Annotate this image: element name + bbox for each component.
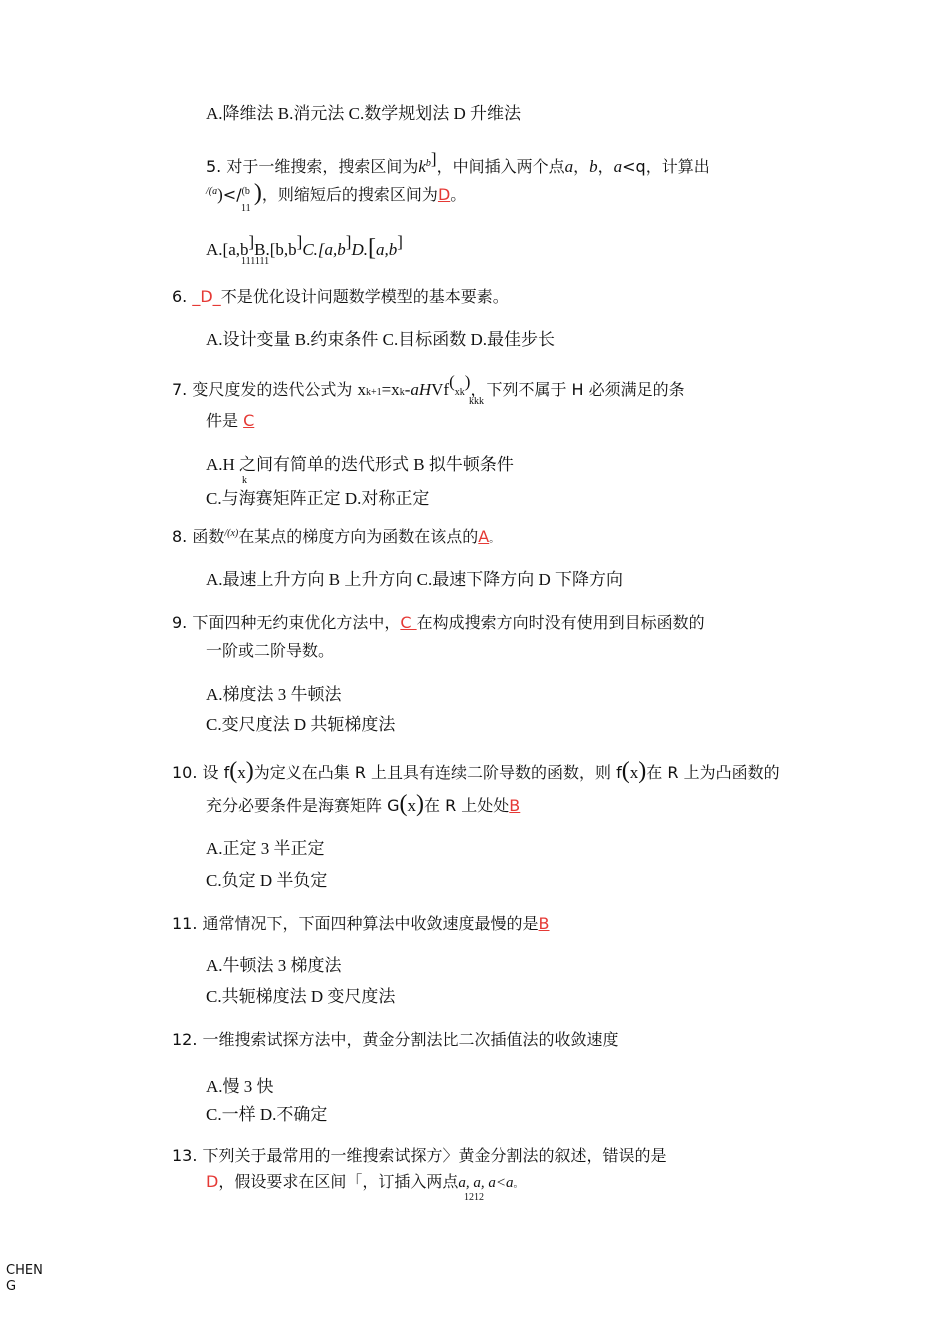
q12-question: 12. 一维搜索试探方法中，黄金分割法比二次插值法的收敛速度 xyxy=(172,1030,619,1049)
q9-text-a: 9. 下面四种无约束优化方法中， xyxy=(172,613,401,632)
q5-comma1: ， xyxy=(573,157,590,176)
q10-paren6: ) xyxy=(416,791,424,817)
q7-question-line1 xyxy=(172,372,685,403)
q8-fx: /(x) xyxy=(224,528,239,539)
q10-x3: x xyxy=(407,796,416,815)
q5-bracket: ] xyxy=(430,149,437,168)
q8-answer: A xyxy=(478,527,490,546)
q7-paren-close: ) xyxy=(464,372,471,391)
q10-text-c: 在 R 上为凸函数的 xyxy=(646,763,780,782)
q13-subscripts: 1212 xyxy=(464,1192,484,1203)
corner-label: CHENG xyxy=(6,1263,43,1294)
q10-option-line1: A.正定 3 半正定 xyxy=(206,839,325,858)
q8-end: 。 xyxy=(489,534,500,545)
q13-vars: a, a, a<a xyxy=(458,1175,514,1191)
q8-question xyxy=(172,524,499,550)
q10-paren1: ( xyxy=(229,758,238,784)
q13-text: ，假设要求在区间「，订插入两点 xyxy=(218,1172,459,1191)
q6-answer: _D_ xyxy=(192,287,221,306)
q7-nabla: V xyxy=(431,380,444,399)
q7-aH: aH xyxy=(410,380,432,399)
q5-var-a: a xyxy=(212,186,218,197)
q5-var-k: k xyxy=(418,157,426,176)
q5-b-open: (b xyxy=(241,186,250,197)
q10-x2: x xyxy=(629,763,639,782)
q5-lt-f: </ xyxy=(222,185,242,204)
q11-answer: B xyxy=(538,914,550,933)
q5-option-b-bracket: ] xyxy=(296,232,303,251)
q10-paren2: ) xyxy=(245,758,254,784)
q10-question-line2 xyxy=(206,791,521,817)
q5-end: 。 xyxy=(450,185,467,204)
q10-text-b: 为定义在凸集 R 上且具有连续二阶导数的函数，则 f xyxy=(253,763,622,782)
q7-x3: x xyxy=(454,387,460,398)
q10-paren3: ( xyxy=(621,758,630,784)
q10-paren5: ( xyxy=(399,791,408,817)
q5-option-d: D. xyxy=(351,240,368,259)
q5-question-line1 xyxy=(206,149,710,177)
q5-f-open: /( xyxy=(206,186,213,197)
q5-option-c-bracket: ] xyxy=(345,232,352,251)
q9-question-line2: 一阶或二阶导数。 xyxy=(206,641,335,660)
q5-subscript-line: 11 xyxy=(241,203,251,214)
q5-option-b: B.[b,b xyxy=(254,240,297,259)
q5-question-line2 xyxy=(206,182,466,205)
q5-option-d-bracket: ] xyxy=(397,232,403,251)
q5-options xyxy=(206,232,403,260)
q5-close-paren: ) xyxy=(253,180,262,206)
q7-text-a: 7. 变尺度发的迭代公式为 xyxy=(172,380,358,399)
q5-text-shrunk: ，则缩短后的搜索区间为 xyxy=(261,185,438,204)
q10-text-a: 10. 设 f xyxy=(172,763,230,782)
q5-comma2: ， xyxy=(597,157,614,176)
q8-text-a: 8. 函数 xyxy=(172,527,225,546)
q7-answer: C xyxy=(243,411,255,430)
q7-option-line1: A.H 之间有简单的迭代形式 B 拟牛顿条件 xyxy=(206,455,514,474)
q8-options: A.最速上升方向 B 上升方向 C.最速下降方向 D 下降方向 xyxy=(206,570,623,589)
q12-option-line2: C.一样 D.不确定 xyxy=(206,1105,328,1124)
q12-option-line1: A.慢 3 快 xyxy=(206,1077,274,1096)
q5-answer: D xyxy=(437,185,451,204)
q5-options-subscripts: 111111 xyxy=(241,256,270,267)
q5-option-d-open: [ xyxy=(368,235,376,261)
q7-x1-sub: k+1 xyxy=(365,387,382,398)
q10-option-line2: C.负定 D 半负定 xyxy=(206,871,328,890)
q10-text-e: 在 R 上处处 xyxy=(424,796,510,815)
q7-option-sub: k xyxy=(242,475,247,486)
q5-text-c: ，中间插入两个点 xyxy=(436,157,565,176)
q6-question xyxy=(172,287,509,307)
q6-text: 不是优化设计问题数学模型的基本要素。 xyxy=(220,287,509,306)
q5-option-a-bracket: ] xyxy=(248,232,255,251)
q5-var-b-sup: b xyxy=(425,158,431,169)
q10-question-line1 xyxy=(172,758,780,784)
q7-minus: - xyxy=(404,380,411,399)
q5-var-b1: b xyxy=(589,157,598,176)
q8-text-b: 在某点的梯度方向为函数在该点的 xyxy=(238,527,479,546)
q13-end: 。 xyxy=(513,1179,524,1190)
q9-question-line1 xyxy=(172,613,705,633)
q11-option-line1: A.牛顿法 3 梯度法 xyxy=(206,956,342,975)
q5-var-a1: a xyxy=(564,157,574,176)
q10-x1: x xyxy=(237,763,246,782)
q7-text-b: ，下列不属于 H 必须满足的条 xyxy=(470,380,685,399)
q7-x3-sub: k xyxy=(459,387,465,398)
q11-option-line2: C.共轭梯度法 D 变尺度法 xyxy=(206,987,396,1006)
q13-answer: D xyxy=(206,1172,219,1191)
q10-text-d: 充分必要条件是海赛矩阵 G xyxy=(206,796,400,815)
q7-x1: x xyxy=(357,380,366,399)
q7-eq: =x xyxy=(381,380,400,399)
q7-paren-open: ( xyxy=(449,372,455,391)
q5-text-a: 5. 对于一维搜索，搜索区间为 xyxy=(206,157,419,176)
q9-text-b: 在构成搜索方向时没有使用到目标函数的 xyxy=(416,613,705,632)
q7-x2-sub: k xyxy=(399,387,405,398)
q9-option-line2: C.变尺度法 D 共轭梯度法 xyxy=(206,715,396,734)
q4-options: A.降维法 B.消元法 C.数学规划法 D 升维法 xyxy=(206,104,521,123)
q5-option-c: C.[a,b xyxy=(302,240,346,259)
q7-text-c: 件是 xyxy=(206,411,239,430)
q10-paren4: ) xyxy=(638,758,647,784)
q5-text-lt: <q，计算出 xyxy=(622,157,710,176)
q9-option-line1: A.梯度法 3 牛顿法 xyxy=(206,685,342,704)
q10-answer: B xyxy=(509,796,521,815)
q5-option-d-value: a,b xyxy=(376,240,398,259)
q13-question-line1: 13. 下列关于最常用的一维搜索试探方〉黄金分割法的叙述，错误的是 xyxy=(172,1146,667,1165)
q5-var-a2: a xyxy=(613,157,623,176)
q11-text: 11. 通常情况下，下面四种算法中收敛速度最慢的是 xyxy=(172,914,539,933)
q7-subscripts: kkk xyxy=(469,396,484,407)
q6-options: A.设计变量 B.约束条件 C.目标函数 D.最佳步长 xyxy=(206,330,555,349)
q7-question-line2 xyxy=(206,411,254,431)
q7-f: f xyxy=(443,380,450,399)
q9-answer: C xyxy=(400,613,417,632)
q6-number: 6. xyxy=(172,287,188,306)
q7-option-line2: C.与海赛矩阵正定 D.对称正定 xyxy=(206,489,430,508)
q11-question xyxy=(172,914,550,934)
q5-paren: ) xyxy=(217,185,223,204)
q5-option-a: A.[a,b xyxy=(206,240,249,259)
